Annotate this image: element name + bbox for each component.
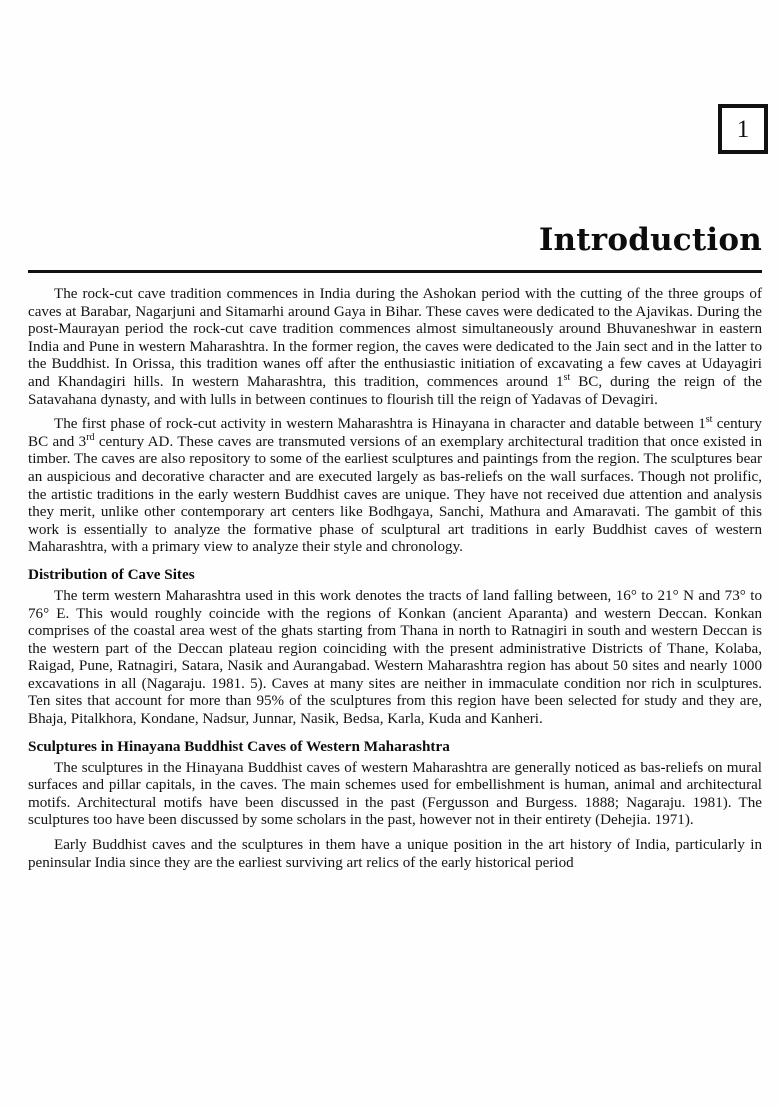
heading-sculptures-in-hinayana-buddhist-caves: Sculptures in Hinayana Buddhist Caves of Western Maharashtra	[28, 737, 450, 755]
page-number-box	[718, 104, 768, 154]
paragraph-first-phase: The first phase of rock-cut activity in western Maharashtra is Hinayana in character and datable between 1st century BC and 3rd century AD. These caves are transmuted versions of an exemplary architectural tradition that once existed in timber. The caves are also repository to some of the earliest sculptures and paintings from the region. The sculptures bear an auspicious and decorative character and are executed largely as bas-reliefs on the wall surfaces. Though not prolific, the artistic traditions in the early western Buddhist caves are unique. They have not received due attention and analysis they merit, unlike other contemporary art centers like Bodhgaya, Sanchi, Mathura and Amaravati. The gambit of this work is essentially to analyze the formative phase of sculptural art traditions in early Buddhist caves of western Maharashtra, with a primary view to analyze their style and chronology.	[28, 414, 763, 556]
page-number: 1	[736, 115, 750, 143]
title-divider-rule	[28, 270, 762, 273]
paragraph-rock-cut-tradition: The rock-cut cave tradition commences in India during the Ashokan period with the cutting of the three groups of caves at Barabar, Nagarjuni and Sitamarhi around Gaya in Bihar. These caves were dedicated to the Ajavikas. During the post-Maurayan period the rock-cut cave tradition commences almost simultaneously around Bhuvaneshwar in eastern India and Pune in western Maharashtra. In the former region, the caves were dedicated to the Jain sect and in the latter to the Buddhist. In Orissa, this tradition wanes off after the enthusiastic initiation of excavating a few caves at Udayagiri and Khandagiri hills. In western Maharashtra, this tradition, commences around 1st BC, during the reign of the Satavahana dynasty, and with lulls in between continues to flourish till the reign of Yadavas of Devagiri.	[28, 286, 762, 408]
document-body	[28, 286, 762, 872]
heading-distribution-of-cave-sites: Distribution of Cave Sites	[28, 565, 195, 583]
paragraph-early-buddhist-caves: Early Buddhist caves and the sculptures in them have a unique position in the art history of India, particularly in peninsular India since they are the earliest surviving art relics of the early historical period	[28, 837, 762, 871]
page-number-inner-border	[721, 107, 765, 151]
paragraph-term-western-maharashtra: The term western Maharashtra used in this work denotes the tracts of land falling between, 16° to 21° N and 73° to 76° E. This would roughly coincide with the regions of Konkan (ancient Aparanta) and western Deccan. Konkan comprises of the coastal area west of the ghats starting from Thana in north to Ratnagiri in south and western Deccan is the western part of the Deccan plateau region coinciding with the present administrative Districts of Thane, Kolaba, Raigad, Pune, Ratnagiri, Satara, Nasik and Aurangabad. Western Maharashtra region has about 50 sites and nearly 1000 excavations in all (Nagaraju. 1981. 5). Caves at many sites are neither in immaculate condition nor rich in sculptures. Ten sites that account for more than 95% of the sculptures from this region have been selected for study and they are, Bhaja, Pitalkhora, Kondane, Nadsur, Junnar, Nasik, Bedsa, Karla, Kuda and Kanheri.	[28, 587, 762, 728]
chapter-title: Introduction	[538, 222, 762, 258]
paragraph-sculptures-hinayana: The sculptures in the Hinayana Buddhist caves of western Maharashtra are generally noticed as bas-reliefs on mural surfaces and pillar capitals, in the caves. The main schemes used for embellishment is human, animal and architectural motifs. Architectural motifs have been discussed in the past (Fergusson and Burgess. 1888; Nagaraju. 1981). The sculptures too have been discussed by some scholars in the past, however not in their entirety (Dehejia. 1971).	[28, 759, 762, 829]
